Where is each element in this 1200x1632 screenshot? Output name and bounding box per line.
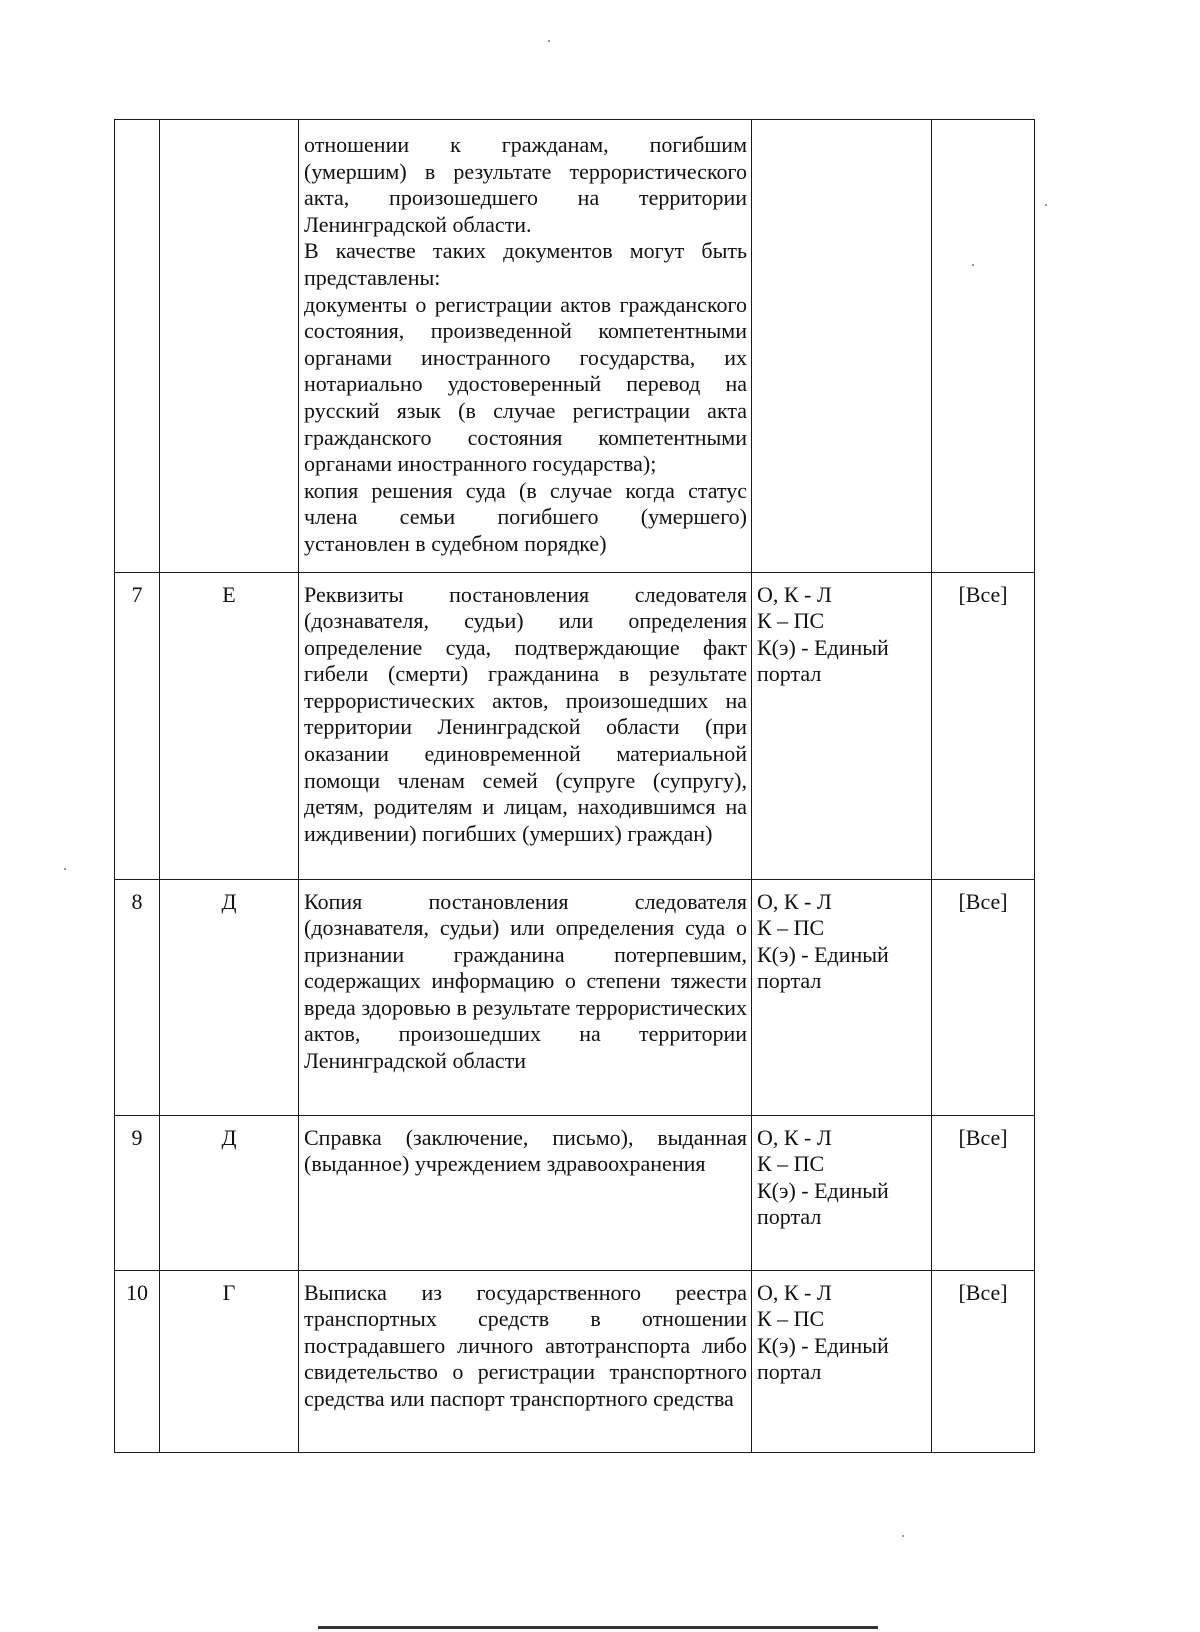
row-description-cell: [299, 1115, 752, 1270]
method-line: О, К - Л: [757, 581, 832, 607]
row-letter-cell: Д: [160, 879, 299, 1115]
row-method-cell: [752, 1115, 932, 1270]
method-line: К(э) - Единый: [757, 634, 889, 660]
row-applicant-cell: [932, 120, 1035, 573]
method-line: К – ПС: [757, 915, 825, 941]
row-number-cell: 10: [115, 1270, 160, 1452]
method-line: К – ПС: [757, 608, 825, 634]
row-method-cell: [752, 120, 932, 573]
table-row-continuation: [115, 120, 1035, 573]
row-number-cell: 8: [115, 879, 160, 1115]
scan-bottom-edge: [318, 1626, 878, 1629]
row-number-cell: 9: [115, 1115, 160, 1270]
row-description-cell: [299, 572, 752, 879]
method-line: К – ПС: [757, 1306, 825, 1332]
row-letter-cell: Г: [160, 1270, 299, 1452]
method-line: портал: [757, 968, 822, 994]
method-line: К(э) - Единый: [757, 941, 889, 967]
method-line: К(э) - Единый: [757, 1332, 889, 1358]
scan-speck: [972, 264, 974, 266]
row-method-cell: [752, 1270, 932, 1452]
method-line: О, К - Л: [757, 1124, 832, 1150]
description-text: Выписка из государственного реестра транспортных средств в отношении пострадавшего личного автотранспорта либо свидетельство о регистрации транспортного средства или паспорт транспортного средства: [304, 1279, 747, 1411]
table-row: [115, 879, 1035, 1115]
row-method-cell: [752, 879, 932, 1115]
description-text: Копия постановления следователя (дознавателя, судьи) или определения суда о признании гражданина потерпевшим, содержащих информацию о степени тяжести вреда здоровью в результате террористических актов, произошедших на территории Ленинградской области: [304, 888, 747, 1074]
row-applicant-cell: [Все]: [932, 1115, 1035, 1270]
method-line: портал: [757, 1359, 822, 1385]
row-description-cell: [299, 1270, 752, 1452]
row-applicant-cell: [Все]: [932, 572, 1035, 879]
description-text: Реквизиты постановления следователя (дознавателя, судьи) или определения определение суда, подтверждающие факт гибели (смерти) гражданина в результате террористических актов, произошедших на территории Ленинградской области (при оказании единовременной материальной помощи членам семей (супруге (супругу), детям, родителям и лицам, находившимся на иждивении) погибших (умерших) граждан): [304, 581, 747, 846]
row-number-cell: [115, 120, 160, 573]
method-line: К(э) - Единый: [757, 1177, 889, 1203]
row-number-cell: 7: [115, 572, 160, 879]
documents-table: [114, 119, 1035, 1453]
table-row: [115, 1115, 1035, 1270]
scan-speck: [1045, 204, 1047, 206]
scan-speck: [548, 40, 550, 42]
description-paragraph: документы о регистрации актов гражданского состояния, произведенной компетентными органами иностранного государства, их нотариально удостоверенный перевод на русский язык (в случае регистрации акта гражданского состояния компетентными органами иностранного государства);: [304, 291, 747, 477]
row-letter-cell: Д: [160, 1115, 299, 1270]
description-paragraph: В качестве таких документов могут быть представлены:: [304, 238, 747, 290]
method-line: портал: [757, 1204, 822, 1230]
description-text: Справка (заключение, письмо), выданная (выданное) учреждением здравоохранения: [304, 1124, 747, 1177]
scan-speck: [902, 1535, 904, 1537]
description-paragraph: копия решения суда (в случае когда статус члена семьи погибшего (умершего) установлен в судебном порядке): [304, 477, 747, 556]
table-row: [115, 1270, 1035, 1452]
method-line: О, К - Л: [757, 1279, 832, 1305]
row-method-cell: [752, 572, 932, 879]
method-line: О, К - Л: [757, 888, 832, 914]
row-letter-cell: [160, 120, 299, 573]
row-description-cell: [299, 879, 752, 1115]
row-applicant-cell: [Все]: [932, 1270, 1035, 1452]
row-letter-cell: Е: [160, 572, 299, 879]
row-description-cell: [299, 120, 752, 573]
scan-speck: [64, 868, 66, 870]
method-line: К – ПС: [757, 1151, 825, 1177]
row-applicant-cell: [Все]: [932, 879, 1035, 1115]
description-paragraph: отношении к гражданам, погибшим (умершим) в результате террористического акта, произошедшего на территории Ленинградской области.: [304, 132, 747, 237]
method-line: портал: [757, 661, 822, 687]
table-row: [115, 572, 1035, 879]
